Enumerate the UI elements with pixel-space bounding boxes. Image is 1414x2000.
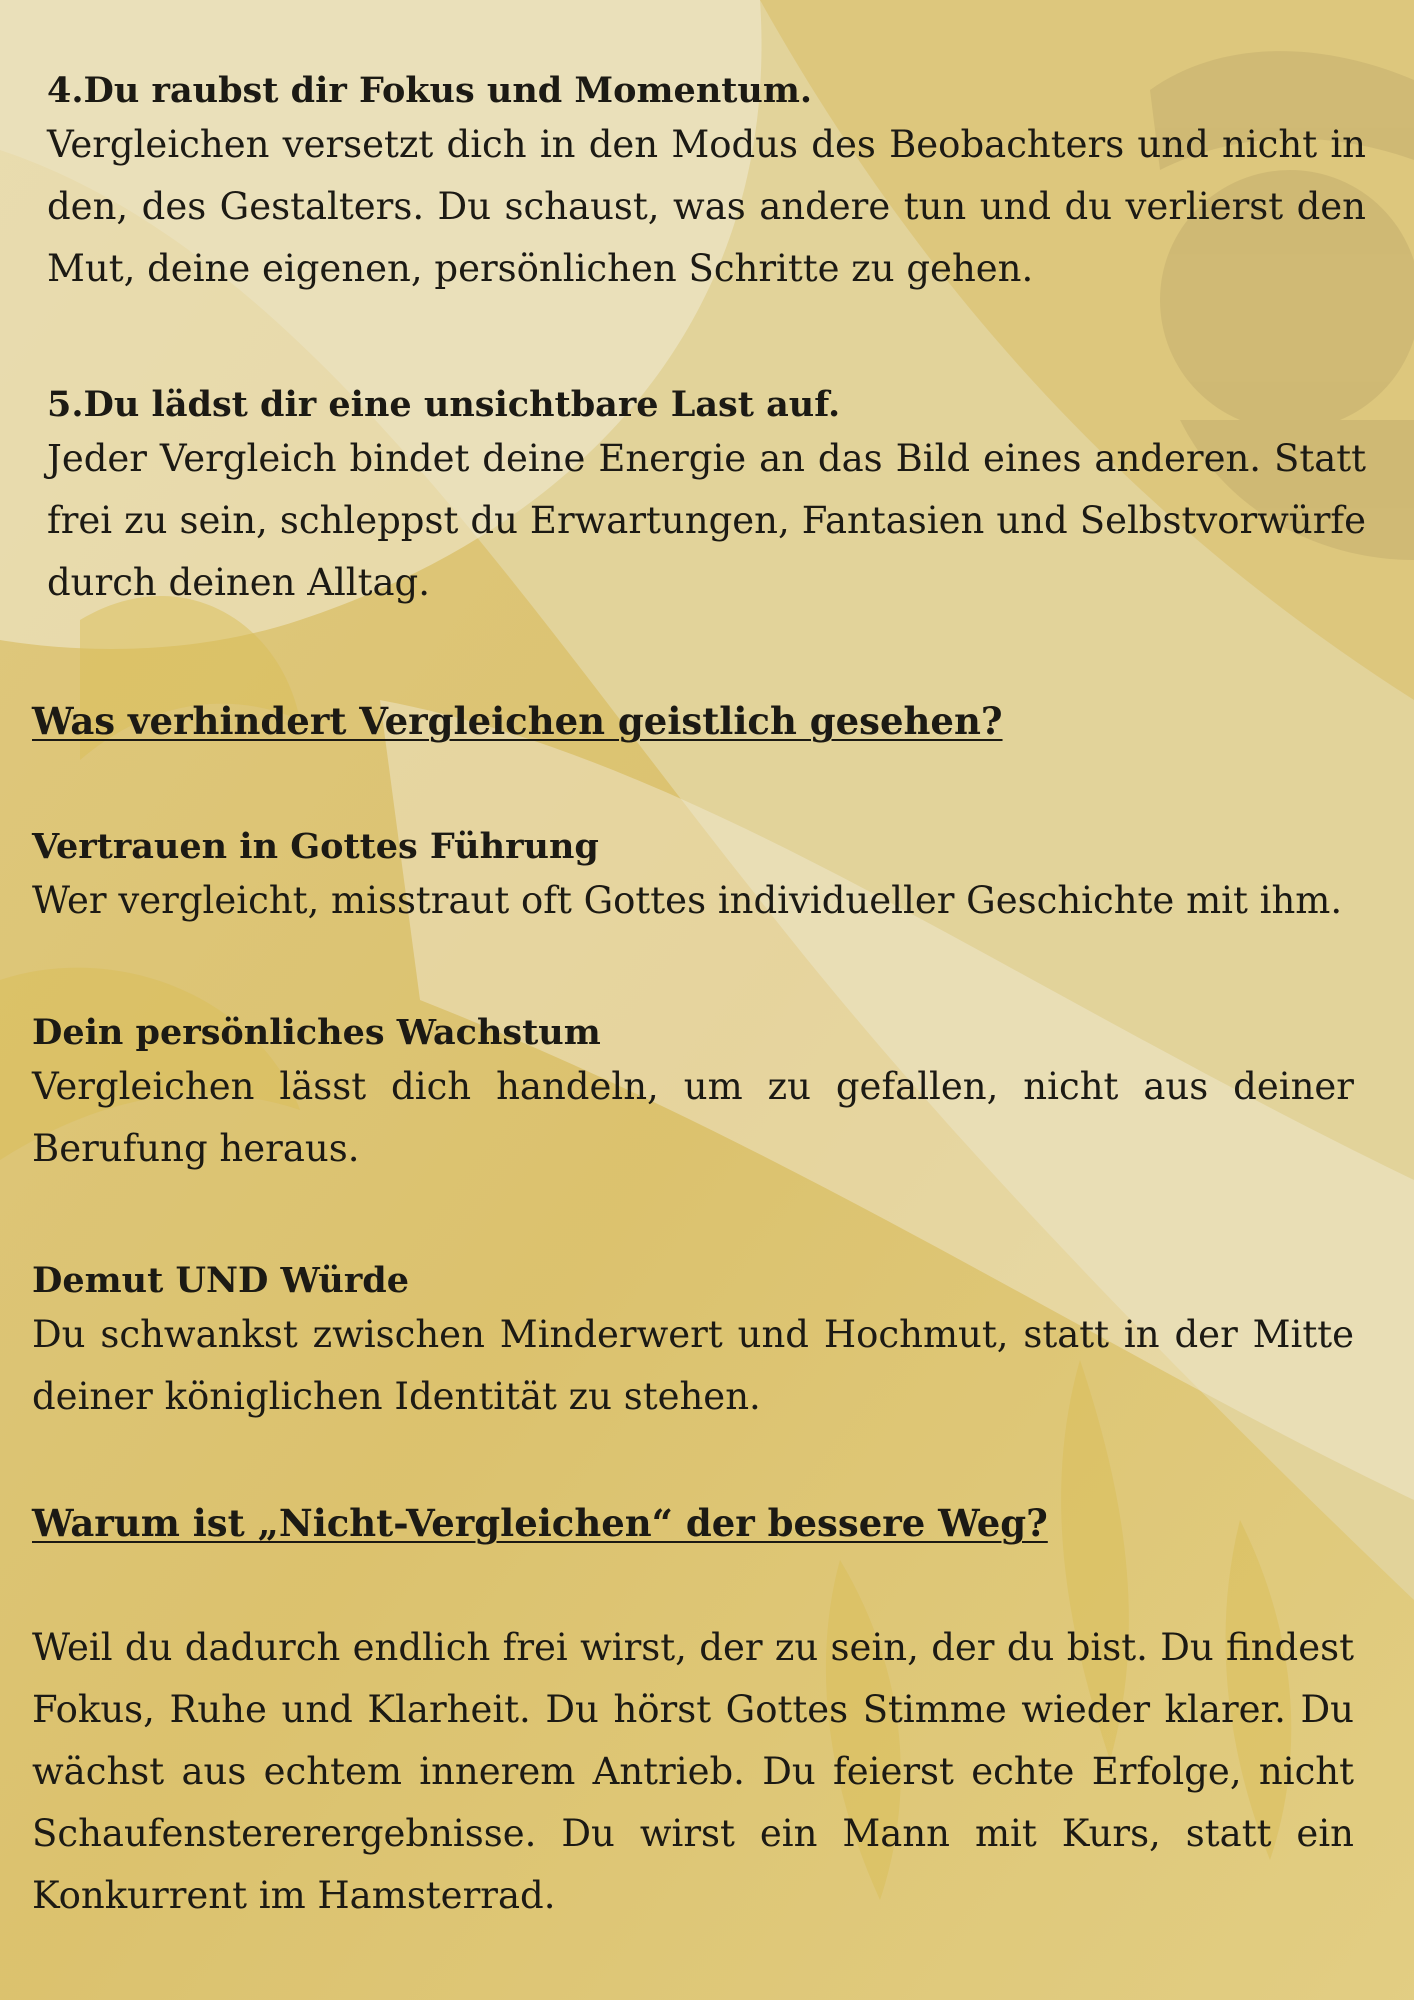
item-text: Vergleichen versetzt dich in den Modus des Beobachters und nicht in den, des Gestalters. Du schaust, was andere tun und du verlierst den Mut, deine eigenen, persönlichen Schritte zu gehen. [47, 123, 1366, 290]
entry [32, 1012, 1354, 1180]
section-heading: Warum ist „Nicht-Vergleichen“ der bessere Weg? [32, 1501, 1048, 1545]
item-title: 5.Du lädst dir eine unsichtbare Last auf. [47, 384, 841, 425]
entry-title: Dein persönliches Wachstum [32, 1012, 601, 1053]
closing-paragraph: Weil du dadurch endlich frei wirst, der zu sein, der du bist. Du findest Fokus, Ruhe und Klarheit. Du hörst Gottes Stimme wieder klarer. Du wächst aus echtem innerem Antrieb. Du feierst echte Erfolge, nicht Schaufenstererergebnisse. Du wirst ein Mann mit Kurs, statt ein Konkurrent im Hamsterrad. [32, 1626, 1354, 1917]
section-heading: Was verhindert Vergleichen geistlich gesehen? [32, 699, 1003, 743]
list-item [47, 384, 1366, 614]
entry-title: Demut UND Würde [32, 1260, 410, 1301]
entry-title: Vertrauen in Gottes Führung [32, 826, 599, 867]
item-title: 4.Du raubst dir Fokus und Momentum. [47, 70, 813, 111]
entry-text: Du schwankst zwischen Minderwert und Hochmut, statt in der Mitte deiner königlichen Identität zu stehen. [32, 1313, 1354, 1418]
entry [32, 1260, 1354, 1428]
entry [32, 826, 1354, 932]
list-item [47, 70, 1366, 300]
item-text: Jeder Vergleich bindet deine Energie an das Bild eines anderen. Statt frei zu sein, schleppst du Erwartungen, Fantasien und Selbstvorwürfe durch deinen Alltag. [47, 437, 1366, 604]
entry-text: Wer vergleicht, misstraut oft Gottes individueller Geschichte mit ihm. [32, 879, 1343, 922]
entry-text: Vergleichen lässt dich handeln, um zu gefallen, nicht aus deiner Berufung heraus. [32, 1065, 1354, 1170]
